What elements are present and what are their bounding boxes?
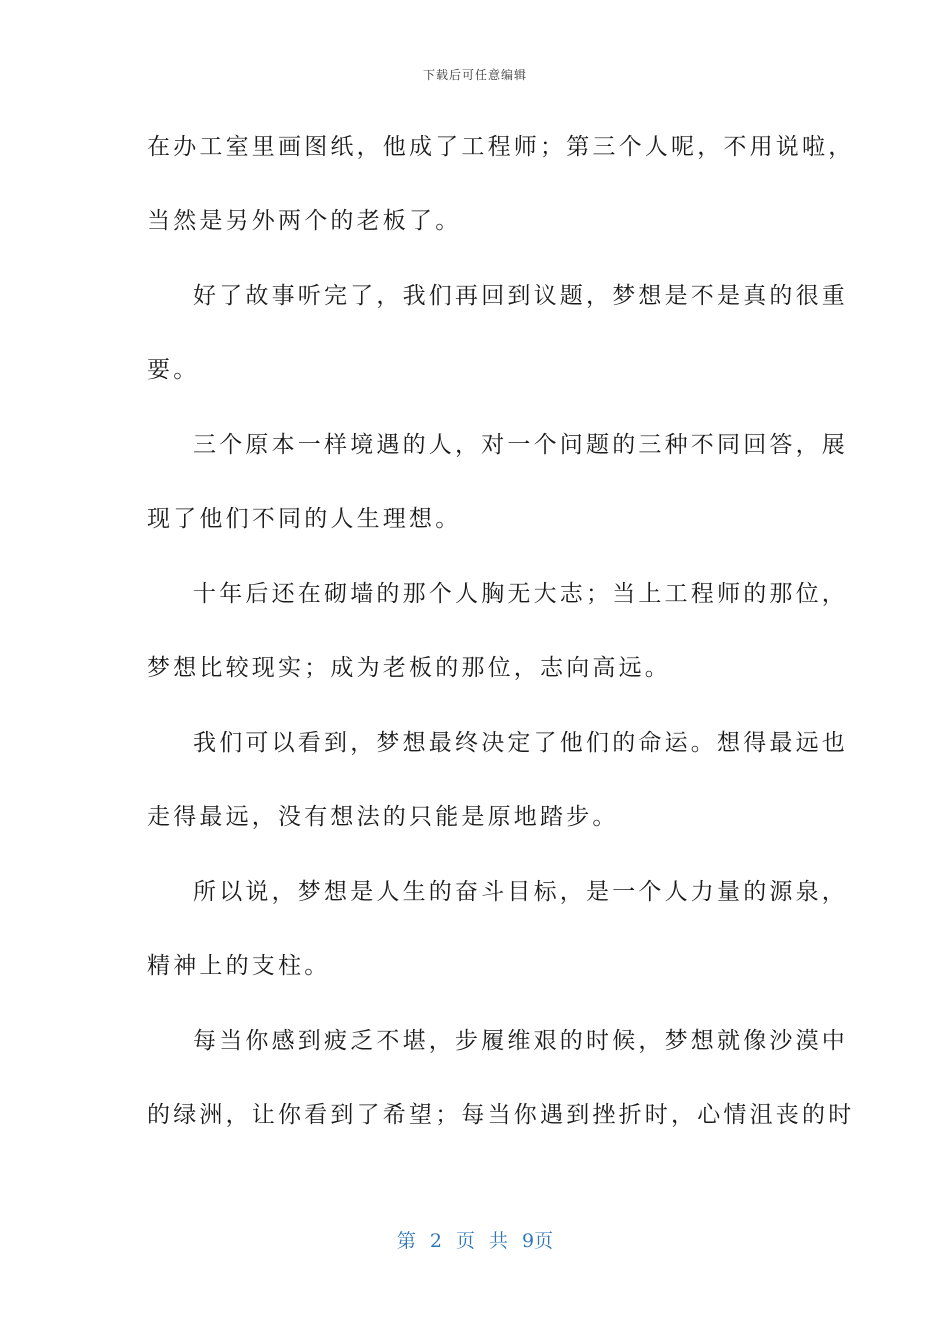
body-line: 在办工室里画图纸，他成了工程师；第三个人呢，不用说啦， xyxy=(147,134,855,160)
footer-total-word: 共 xyxy=(489,1230,509,1252)
body-line: 所以说，梦想是人生的奋斗目标，是一个人力量的源泉， xyxy=(193,879,848,905)
body-line: 梦想比较现实；成为老板的那位，志向高远。 xyxy=(147,655,671,681)
page-header-note: 下载后可任意编辑 xyxy=(422,68,527,82)
body-line: 每当你感到疲乏不堪，步履维艰的时候，梦想就像沙漠中 xyxy=(193,1028,848,1054)
body-line: 我们可以看到，梦想最终决定了他们的命运。想得最远也 xyxy=(193,730,848,756)
body-line: 精神上的支柱。 xyxy=(147,953,331,979)
footer-total-pages: 9页 xyxy=(522,1230,554,1252)
body-line: 好了故事听完了，我们再回到议题，梦想是不是真的很重 xyxy=(193,283,848,309)
body-line: 十年后还在砌墙的那个人胸无大志；当上工程师的那位， xyxy=(193,581,848,607)
footer-prefix: 第 xyxy=(396,1230,416,1252)
body-line: 走得最远，没有想法的只能是原地踏步。 xyxy=(147,804,619,830)
body-line: 三个原本一样境遇的人，对一个问题的三种不同回答，展 xyxy=(193,432,848,458)
body-line: 要。 xyxy=(147,357,200,383)
body-line: 当然是另外两个的老板了。 xyxy=(147,208,462,234)
page-number-footer xyxy=(0,1226,950,1253)
footer-current-page: 2 xyxy=(429,1230,442,1252)
body-line: 的绿洲，让你看到了希望；每当你遇到挫折时，心情沮丧的时 xyxy=(147,1102,855,1128)
footer-page-word: 页 xyxy=(455,1230,475,1252)
body-line: 现了他们不同的人生理想。 xyxy=(147,506,462,532)
